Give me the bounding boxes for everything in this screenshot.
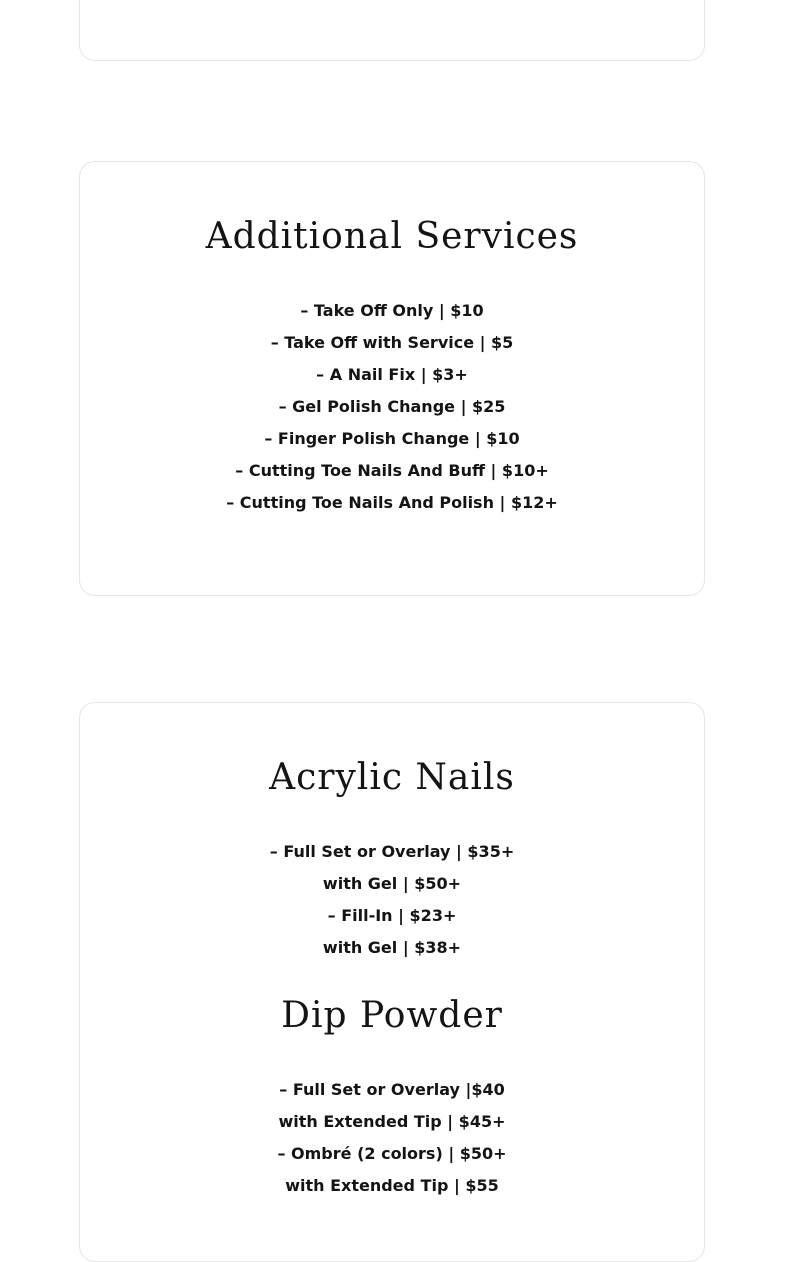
service-item-gel-polish-change: – Gel Polish Change | $25 — [278, 397, 506, 416]
additional-services-list — [80, 295, 704, 519]
service-item-take-off-only: – Take Off Only | $10 — [300, 301, 484, 320]
service-item-dip-ombre-extended-tip: with Extended Tip | $55 — [285, 1176, 499, 1195]
service-item-take-off-with-service: – Take Off with Service | $5 — [270, 333, 514, 352]
acrylic-nails-title: Acrylic Nails — [269, 757, 515, 798]
acrylic-nails-list — [80, 836, 704, 964]
service-item-acrylic-fill-in-gel: with Gel | $38+ — [322, 938, 462, 957]
service-item-dip-full-set: – Full Set or Overlay |$40 — [279, 1080, 505, 1099]
acrylic-dip-card — [79, 702, 705, 1262]
service-item-dip-ombre: – Ombré (2 colors) | $50+ — [277, 1144, 507, 1163]
additional-services-card — [79, 161, 705, 596]
service-item-cutting-toe-nails-polish: – Cutting Toe Nails And Polish | $12+ — [226, 493, 558, 512]
dip-powder-title: Dip Powder — [281, 995, 503, 1036]
previous-service-card — [79, 0, 705, 61]
service-item-cutting-toe-nails-buff: – Cutting Toe Nails And Buff | $10+ — [235, 461, 549, 480]
service-item-finger-polish-change: – Finger Polish Change | $10 — [264, 429, 520, 448]
service-item-nail-fix: – A Nail Fix | $3+ — [316, 365, 468, 384]
dip-powder-list — [80, 1074, 704, 1202]
additional-services-title: Additional Services — [205, 216, 579, 257]
service-item-dip-extended-tip: with Extended Tip | $45+ — [278, 1112, 506, 1131]
service-item-acrylic-full-set: – Full Set or Overlay | $35+ — [269, 842, 515, 861]
service-item-acrylic-full-set-gel: with Gel | $50+ — [322, 874, 462, 893]
service-item-acrylic-fill-in: – Fill-In | $23+ — [327, 906, 457, 925]
